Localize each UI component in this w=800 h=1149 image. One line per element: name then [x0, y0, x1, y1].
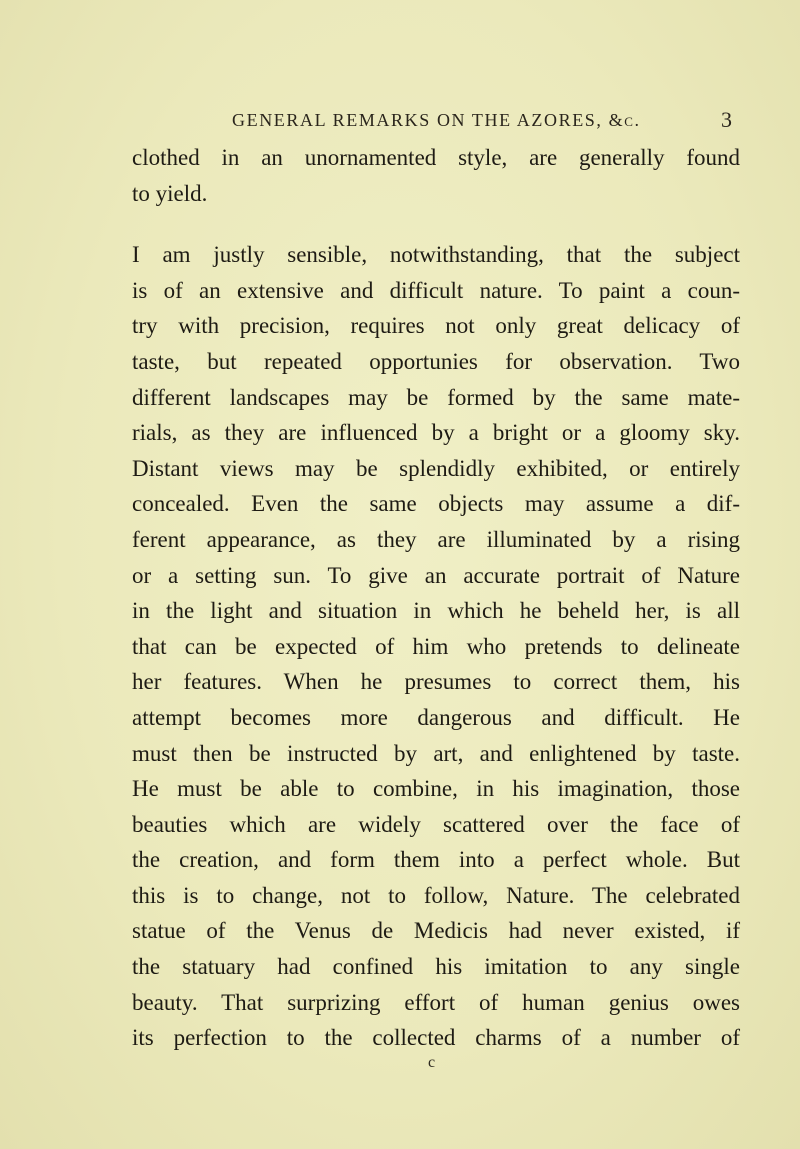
text-line: taste, but repeated opportunies for observation. Two	[132, 348, 740, 374]
text-line: statue of the Venus de Medicis had never existed, if	[132, 918, 740, 944]
text-line: its perfection to the collected charms of a number of	[132, 1025, 740, 1051]
running-head	[232, 106, 732, 134]
body-text	[132, 140, 740, 1056]
text-line: He must be able to combine, in his imagination, those	[132, 776, 740, 802]
text-line: this is to change, not to follow, Nature. The celebrated	[132, 882, 740, 908]
text-line: is of an extensive and difficult nature. To paint a coun-	[132, 277, 740, 303]
text-line: try with precision, requires not only great delicacy of	[132, 313, 740, 339]
paragraph	[132, 237, 740, 1056]
text-line: rials, as they are influenced by a bright or a gloomy sky.	[132, 420, 740, 446]
text-line: concealed. Even the same objects may assume a dif-	[132, 491, 740, 517]
text-line: clothed in an unornamented style, are generally found	[132, 145, 740, 170]
text-line: beauties which are widely scattered over the face of	[132, 811, 740, 837]
text-line: the creation, and form them into a perfect whole. But	[132, 847, 740, 873]
paragraph	[132, 140, 740, 211]
text-line: I am justly sensible, notwithstanding, that the subject	[132, 242, 740, 268]
page-number: 3	[721, 107, 732, 132]
text-line: that can be expected of him who pretends to delineate	[132, 633, 740, 659]
text-line: Distant views may be splendidly exhibited, or entirely	[132, 455, 740, 481]
text-line: her features. When he presumes to correct them, his	[132, 669, 740, 695]
text-line: must then be instructed by art, and enlightened by taste.	[132, 740, 740, 766]
running-title: GENERAL REMARKS ON THE AZORES, &c.	[232, 109, 641, 130]
text-line: the statuary had confined his imitation to any single	[132, 954, 740, 980]
text-line: in the light and situation in which he beheld her, is all	[132, 598, 740, 624]
text-line: attempt becomes more dangerous and difficult. He	[132, 704, 740, 730]
signature-mark: c	[428, 1054, 436, 1071]
text-line: to yield.	[132, 180, 208, 206]
text-line: beauty. That surprizing effort of human genius owes	[132, 989, 740, 1015]
text-line: or a setting sun. To give an accurate portrait of Nature	[132, 562, 740, 588]
text-line: ferent appearance, as they are illuminated by a rising	[132, 526, 740, 552]
text-line: different landscapes may be formed by the same mate-	[132, 384, 740, 410]
